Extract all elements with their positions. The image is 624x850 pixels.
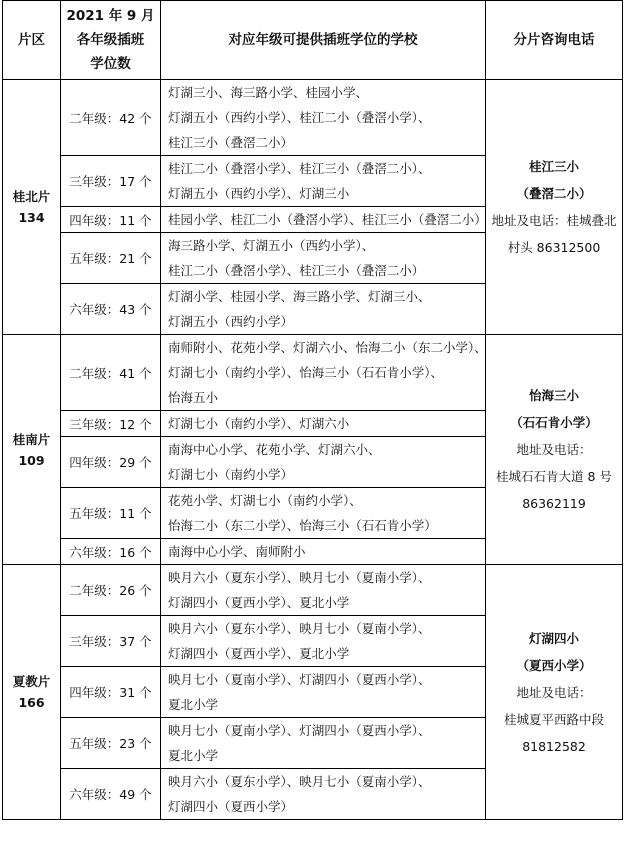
school-line: 灯湖四小（夏西小学）、夏北小学 [168, 595, 350, 610]
area-cell [3, 80, 61, 335]
schools-cell [161, 233, 486, 284]
contact-school-name: 桂江三小 [528, 159, 579, 174]
contact-address-phone: 桂城夏平西路中段 [503, 711, 604, 727]
school-line: 映月六小（夏东小学）、映月七小（夏南小学）、 [168, 621, 431, 636]
grade-seats-cell: 三年级：37 个 [61, 616, 161, 667]
school-line: 灯湖五小（西约小学）、桂江二小（叠滘小学）、 [168, 110, 431, 125]
contact-cell [486, 335, 623, 565]
header-schools: 对应年级可提供插班学位的学校 [161, 1, 486, 80]
school-line: 桂江三小（叠滘二小） [168, 135, 294, 150]
grade-seats-cell: 二年级：41 个 [61, 335, 161, 411]
area-name: 桂北片 [12, 189, 51, 204]
schools-cell [161, 335, 486, 411]
table-row [3, 80, 623, 156]
grade-seats-cell: 四年级：31 个 [61, 667, 161, 718]
grade-seats-cell: 二年级：42 个 [61, 80, 161, 156]
area-name: 桂南片 [12, 431, 51, 447]
contact-address-phone: 地址及电话： [516, 684, 592, 700]
school-line: 灯湖七小（南约小学）、灯湖六小 [168, 416, 350, 431]
area-cell [3, 335, 61, 565]
school-line: 海三路小学、灯湖五小（西约小学）、 [168, 238, 375, 253]
header-seats-line3: 学位数 [90, 56, 131, 72]
school-line: 灯湖五小（西约小学） [168, 314, 294, 329]
school-line: 映月六小（夏东小学）、映月七小（夏南小学）、 [168, 570, 431, 585]
school-line: 灯湖四小（夏西小学）、夏北小学 [168, 646, 350, 661]
grade-seats-cell: 五年级：23 个 [61, 718, 161, 769]
grade-seats-cell: 五年级：21 个 [61, 233, 161, 284]
school-line: 映月七小（夏南小学）、灯湖四小（夏西小学）、 [168, 672, 431, 687]
schools-cell [161, 769, 486, 820]
schools-cell [161, 539, 486, 565]
contact-address-phone: 81812582 [522, 738, 586, 754]
table-row [3, 565, 623, 616]
grade-seats-cell: 四年级：29 个 [61, 437, 161, 488]
table-row [3, 335, 623, 411]
area-name: 夏教片 [12, 674, 51, 689]
schools-cell [161, 411, 486, 437]
school-line: 灯湖五小（西约小学）、灯湖三小 [168, 186, 350, 201]
school-line: 南海中心小学、南师附小 [168, 544, 306, 559]
header-seats [61, 1, 161, 80]
school-line: 南师附小、花苑小学、灯湖六小、怡海二小（东二小学）、 [168, 340, 487, 355]
schools-cell [161, 207, 486, 233]
table-body [3, 80, 623, 820]
schools-cell [161, 437, 486, 488]
contact-school-name: 灯湖四小 [528, 630, 579, 646]
schools-cell [161, 667, 486, 718]
schools-cell [161, 718, 486, 769]
schools-cell [161, 565, 486, 616]
school-line: 花苑小学、灯湖七小（南约小学）、 [168, 493, 362, 508]
contact-school-name: （石石肯小学） [510, 415, 598, 430]
contact-address-phone: 桂城石石肯大道 8 号 [496, 469, 612, 484]
header-seats-line2: 各年级插班 [76, 32, 145, 48]
grade-seats-cell: 六年级：49 个 [61, 769, 161, 820]
contact-cell [486, 80, 623, 335]
school-line: 南海中心小学、花苑小学、灯湖六小、 [168, 442, 381, 457]
school-line: 映月七小（夏南小学）、灯湖四小（夏西小学）、 [168, 723, 431, 738]
contact-address-phone: 地址及电话： [516, 442, 592, 457]
grade-seats-cell: 四年级：11 个 [61, 207, 161, 233]
header-seats-line1: 2021 年 9 月 [66, 8, 155, 24]
header-phone: 分片咨询电话 [486, 1, 623, 80]
contact-address-phone: 86362119 [522, 496, 586, 511]
contact-school-name: 怡海三小 [528, 388, 579, 403]
schools-cell [161, 488, 486, 539]
contact-school-name: （叠滘二小） [516, 186, 592, 201]
grade-seats-cell: 二年级：26 个 [61, 565, 161, 616]
school-line: 灯湖三小、海三路小学、桂园小学、 [168, 85, 369, 100]
transfer-seats-table [2, 0, 623, 820]
grade-seats-cell: 五年级：11 个 [61, 488, 161, 539]
schools-cell [161, 616, 486, 667]
school-line: 灯湖七小（南约小学）、怡海三小（石石肯小学）、 [168, 365, 444, 380]
school-line: 桂园小学、桂江二小（叠滘小学）、桂江三小（叠滘二小） [168, 212, 487, 227]
school-line: 灯湖七小（南约小学） [168, 467, 294, 482]
area-cell [3, 565, 61, 820]
contact-school-name: （夏西小学） [516, 657, 592, 673]
schools-cell [161, 284, 486, 335]
area-count: 134 [18, 210, 45, 225]
school-line: 映月六小（夏东小学）、映月七小（夏南小学）、 [168, 774, 431, 789]
header-area: 片区 [3, 1, 61, 80]
school-line: 夏北小学 [168, 697, 219, 712]
school-line: 怡海二小（东二小学）、怡海三小（石石肯小学） [168, 518, 437, 533]
grade-seats-cell: 三年级：12 个 [61, 411, 161, 437]
grade-seats-cell: 六年级：43 个 [61, 284, 161, 335]
school-line: 桂江二小（叠滘小学）、桂江三小（叠滘二小） [168, 263, 425, 278]
table-header-row [3, 1, 623, 80]
schools-cell [161, 80, 486, 156]
area-count: 109 [18, 452, 45, 468]
contact-address-phone: 地址及电话：桂城叠北村头 86312500 [491, 213, 617, 255]
school-line: 怡海五小 [168, 390, 219, 405]
schools-cell [161, 156, 486, 207]
grade-seats-cell: 三年级：17 个 [61, 156, 161, 207]
contact-cell [486, 565, 623, 820]
school-line: 灯湖小学、桂园小学、海三路小学、灯湖三小、 [168, 289, 431, 304]
area-count: 166 [18, 695, 45, 710]
school-line: 桂江二小（叠滘小学）、桂江三小（叠滘二小）、 [168, 161, 431, 176]
school-line: 夏北小学 [168, 748, 219, 763]
grade-seats-cell: 六年级：16 个 [61, 539, 161, 565]
school-line: 灯湖四小（夏西小学） [168, 799, 294, 814]
